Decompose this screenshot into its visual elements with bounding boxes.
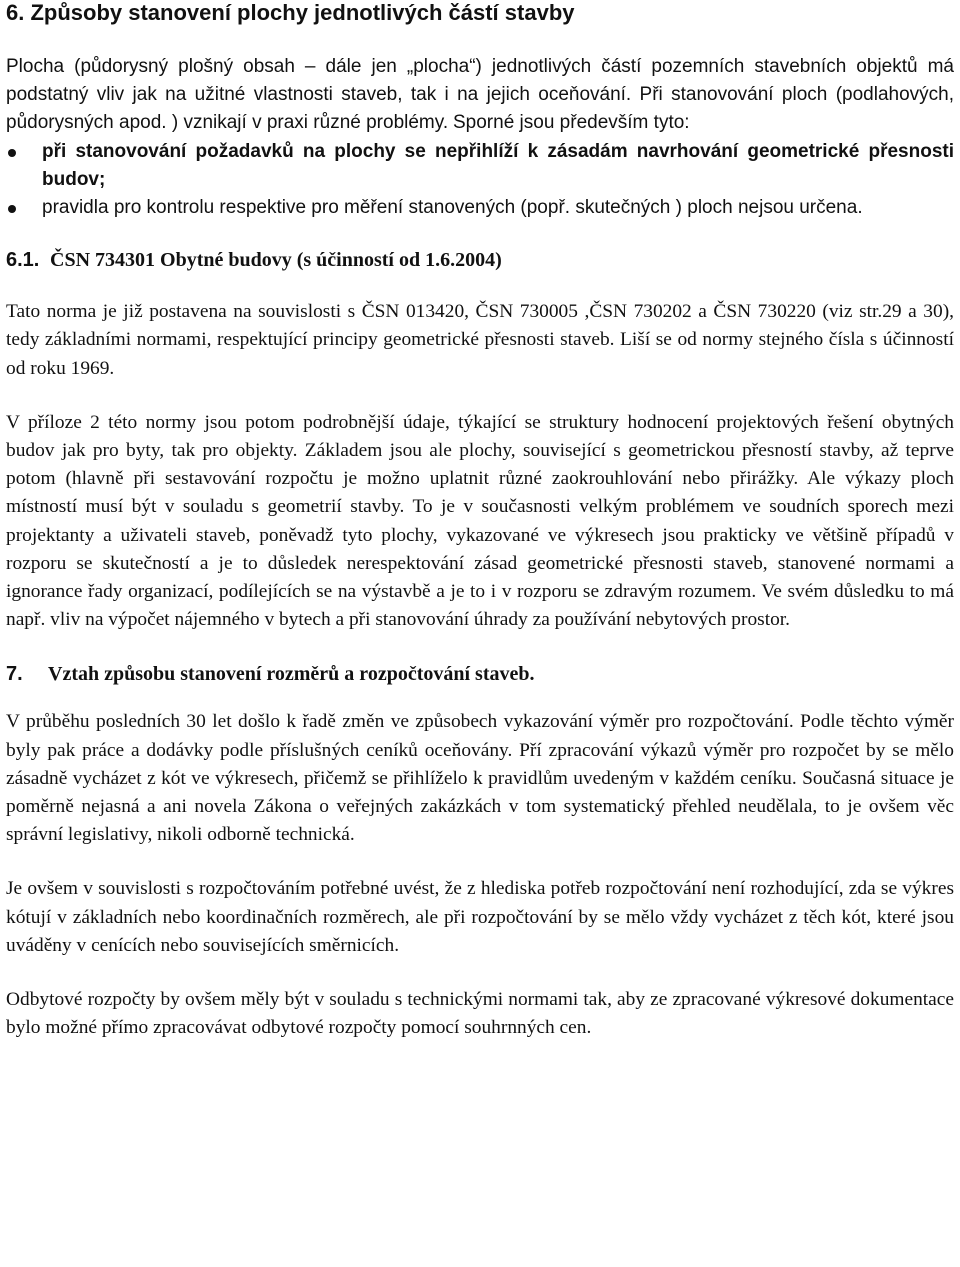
section-number: 6.1. bbox=[6, 249, 40, 272]
section-number: 7. bbox=[6, 663, 23, 686]
bullet-icon bbox=[8, 205, 16, 213]
list-item bbox=[6, 194, 954, 222]
list-item-text: při stanovování požadavků na plochy se nepřihlíží k zásadám navrhování geometrické přesnosti budov; bbox=[42, 140, 954, 190]
intro-paragraph bbox=[6, 53, 954, 138]
paragraph: V příloze 2 této normy jsou potom podrobnější údaje, týkající se struktury hodnocení projektových řešení obytných budov jak pro byty, tak pro objekty. Základem jsou ale plochy, související s geometrickou přesností stavby, až teprve potom (hlavně při sestavování rozpočtu je možno uplatnit různé zaokrouhlování nebo přirážky. Ale výkazy ploch místností musí být v souladu s geometrií stavby. To je v současnosti velkým problémem ve soudních sporech mezi projektanty a uživateli staveb, poněvadž tyto plochy, vykazované ve výkresech jsou prakticky ve většině případů v rozporu se skutečností a je to důsledek nerespektování zásad geometrické přesnosti staveb, stanovené normami a ignorance řady organizací, podílejících se na výstavbě a je to i v rozporu se zdravým rozumem. Ve svém důsledku to má např. vliv na výpočet nájemného v bytech a při stanovování úhrady za používání nebytových prostor. bbox=[6, 411, 954, 631]
intro-lead-in: Sporné jsou především tyto: bbox=[453, 112, 690, 134]
list-item-text: pravidla pro kontrolu respektive pro měření stanovených (popř. skutečných ) ploch nejsou určena. bbox=[42, 197, 863, 219]
bullet-icon bbox=[8, 149, 16, 157]
section-title: ČSN 734301 Obytné budovy (s účinností od 1.6.2004) bbox=[50, 249, 502, 272]
paragraph: Odbytové rozpočty by ovšem měly být v souladu s technickými normami tak, aby ze zpracované výkresové dokumentace bylo možné přímo zpracovávat odbytové rozpočty pomocí souhrnných cen. bbox=[6, 989, 954, 1039]
section-title: Vztah způsobu stanovení rozměrů a rozpočtování staveb. bbox=[48, 663, 535, 686]
paragraph: Je ovšem v souvislosti s rozpočtováním potřebné uvést, že z hlediska potřeb rozpočtování není rozhodující, zda se výkres kótují v základních nebo koordinačních rozměrech, ale při rozpočtování by se mělo vždy vycházet z těch kót, které jsou uváděny v cenících nebo souvisejících směrnicích. bbox=[6, 878, 954, 956]
paragraph: V průběhu posledních 30 let došlo k řadě změn ve způsobech vykazování výměr pro rozpočtování. Podle těchto výměr byly pak práce a dodávky podle příslušných ceníků oceňovány. Pří zpracování výkazů výměr pro rozpočet by se mělo zásadně vycházet z kót ve výkresech, přičemž se přihlíželo k pravidlům uvedeným v každém ceníku. Současná situace je poměrně nejasná a ani novela Zákona o veřejných zakázkách v tom systematický přehled neudělala, to je ovšem věc správní legislativy, nikoli odborně technická. bbox=[6, 711, 954, 846]
section-heading-6-1 bbox=[6, 246, 954, 274]
intro-text: Plocha (půdorysný plošný obsah – dále jen „plocha“) jednotlivých částí pozemních stavebních objektů má podstatný vliv jak na užitné vlastnosti staveb, tak i na jejich oceňování. Při stanovování ploch (podlahových, půdorysných apod. ) vznikají v praxi různé problémy. bbox=[6, 56, 954, 134]
page-heading: 6. Způsoby stanovení plochy jednotlivých částí stavby bbox=[6, 0, 575, 25]
issues-list bbox=[6, 138, 954, 223]
paragraph: Tato norma je již postavena na souvislosti s ČSN 013420, ČSN 730005 ,ČSN 730202 a ČSN 730220 (viz str.29 a 30), tedy základními normami, respektující principy geometrické přesnosti staveb. Liší se od normy stejného čísla s účinností od roku 1969. bbox=[6, 301, 954, 379]
list-item bbox=[6, 138, 954, 194]
section-heading-7 bbox=[6, 660, 954, 688]
